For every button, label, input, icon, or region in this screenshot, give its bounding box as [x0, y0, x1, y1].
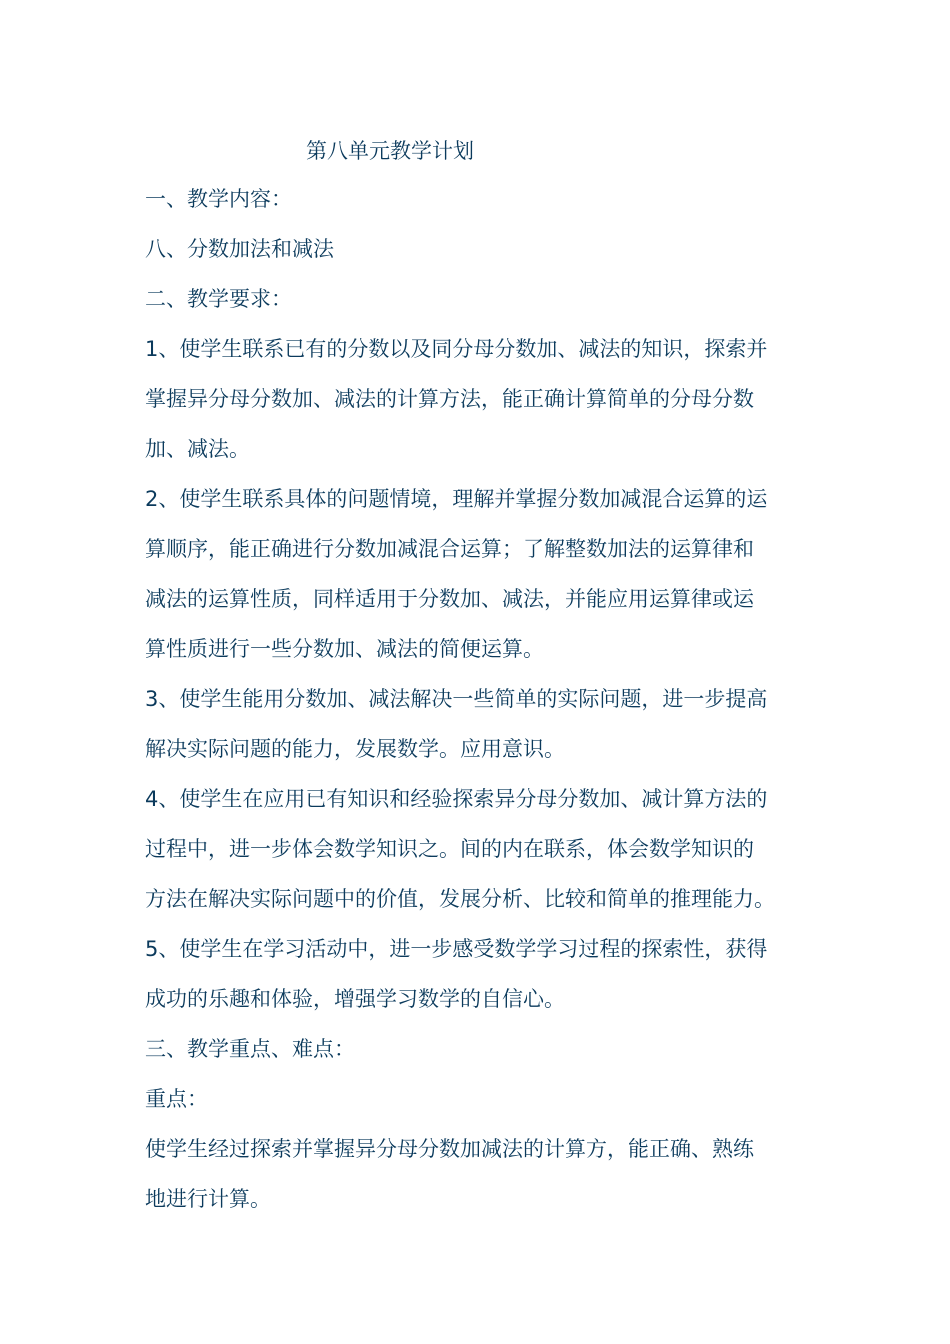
requirement-4-line-2: 过程中，进一步体会数学知识之。间的内在联系，体会数学知识的: [145, 837, 754, 861]
requirement-2-line-3: 减法的运算性质，同样适用于分数加、减法，并能应用运算律或运: [145, 587, 754, 611]
requirement-1-line-2: 掌握异分母分数加、减法的计算方法，能正确计算简单的分母分数: [145, 387, 754, 411]
requirement-3-line-2: 解决实际问题的能力，发展数学。应用意识。: [145, 737, 565, 761]
heading-teaching-content: 一、教学内容：: [145, 187, 292, 211]
requirement-5-line-2: 成功的乐趣和体验，增强学习数学的自信心。: [145, 987, 565, 1011]
document-body: [145, 182, 810, 1232]
requirement-2-line-2: 算顺序，能正确进行分数加减混合运算；了解整数加法的运算律和: [145, 537, 754, 561]
requirement-2-line-1: 2、使学生联系具体的问题情境，理解并掌握分数加减混合运算的运: [145, 487, 768, 511]
requirement-2-line-4: 算性质进行一些分数加、减法的简便运算。: [145, 637, 544, 661]
requirement-1-line-3: 加、减法。: [145, 437, 250, 461]
key-point-line-2: 地进行计算。: [145, 1187, 271, 1211]
requirement-3-line-1: 3、使学生能用分数加、减法解决一些简单的实际问题，进一步提高: [145, 687, 768, 711]
requirement-4-line-1: 4、使学生在应用已有知识和经验探索异分母分数加、减计算方法的: [145, 787, 768, 811]
heading-key-difficult-points: 三、教学重点、难点：: [145, 1037, 355, 1061]
requirement-1-line-1: 1、使学生联系已有的分数以及同分母分数加、减法的知识，探索并: [145, 337, 768, 361]
document-title: 第八单元教学计划: [306, 139, 474, 163]
key-point-line-1: 使学生经过探索并掌握异分母分数加减法的计算方，能正确、熟练: [145, 1137, 754, 1161]
unit-topic: 八、分数加法和减法: [145, 237, 334, 261]
requirement-5-line-1: 5、使学生在学习活动中，进一步感受数学学习过程的探索性，获得: [145, 937, 768, 961]
key-point-label: 重点：: [145, 1087, 208, 1111]
requirement-4-line-3: 方法在解决实际问题中的价值，发展分析、比较和简单的推理能力。: [145, 887, 775, 911]
heading-teaching-requirements: 二、教学要求：: [145, 287, 292, 311]
